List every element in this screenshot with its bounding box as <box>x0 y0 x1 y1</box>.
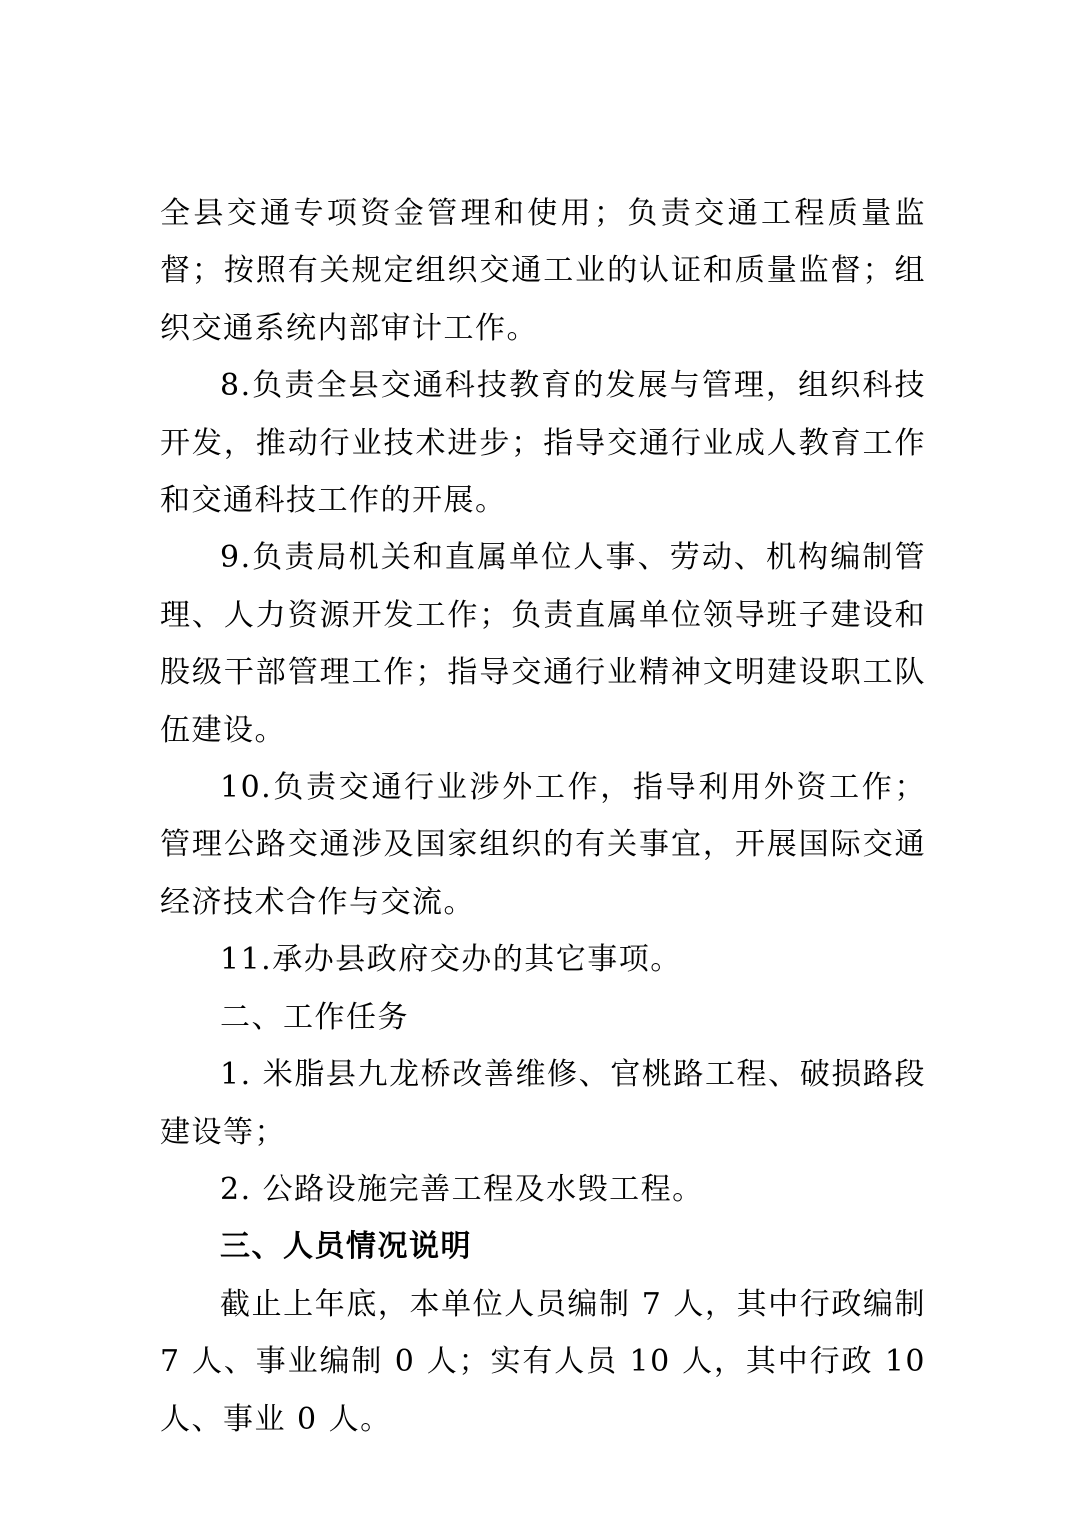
section-heading-staffing: 三、人员情况说明 <box>220 1229 472 1265</box>
paragraph-item-9: 9.负责局机关和直属单位人事、劳动、机构编制管理、人力资源开发工作；负责直属单位领导班子建设和股级干部管理工作；指导交通行业精神文明建设职工队伍建设。 <box>160 540 926 748</box>
document-body <box>160 185 926 1448</box>
paragraph-staffing-details: 截止上年底，本单位人员编制 7 人，其中行政编制 7 人、事业编制 0 人；实有人员 10 人，其中行政 10 人、事业 0 人。 <box>160 1286 926 1437</box>
paragraph-funds-management: 全县交通专项资金管理和使用；负责交通工程质量监督；按照有关规定组织交通工业的认证和质量监督；组织交通系统内部审计工作。 <box>160 196 926 346</box>
paragraph-task-1: 1. 米脂县九龙桥改善维修、官桃路工程、破损路段建设等； <box>160 1057 926 1150</box>
paragraph-item-11: 11.承办县政府交办的其它事项。 <box>220 942 682 978</box>
paragraph-item-8: 8.负责全县交通科技教育的发展与管理，组织科技开发，推动行业技术进步；指导交通行业成人教育工作和交通科技工作的开展。 <box>160 368 926 519</box>
paragraph-task-2: 2. 公路设施完善工程及水毁工程。 <box>220 1171 704 1207</box>
section-heading-work-tasks: 二、工作任务 <box>220 999 409 1035</box>
paragraph-item-10: 10.负责交通行业涉外工作，指导利用外资工作；管理公路交通涉及国家组织的有关事宜，开展国际交通经济技术合作与交流。 <box>160 770 926 920</box>
